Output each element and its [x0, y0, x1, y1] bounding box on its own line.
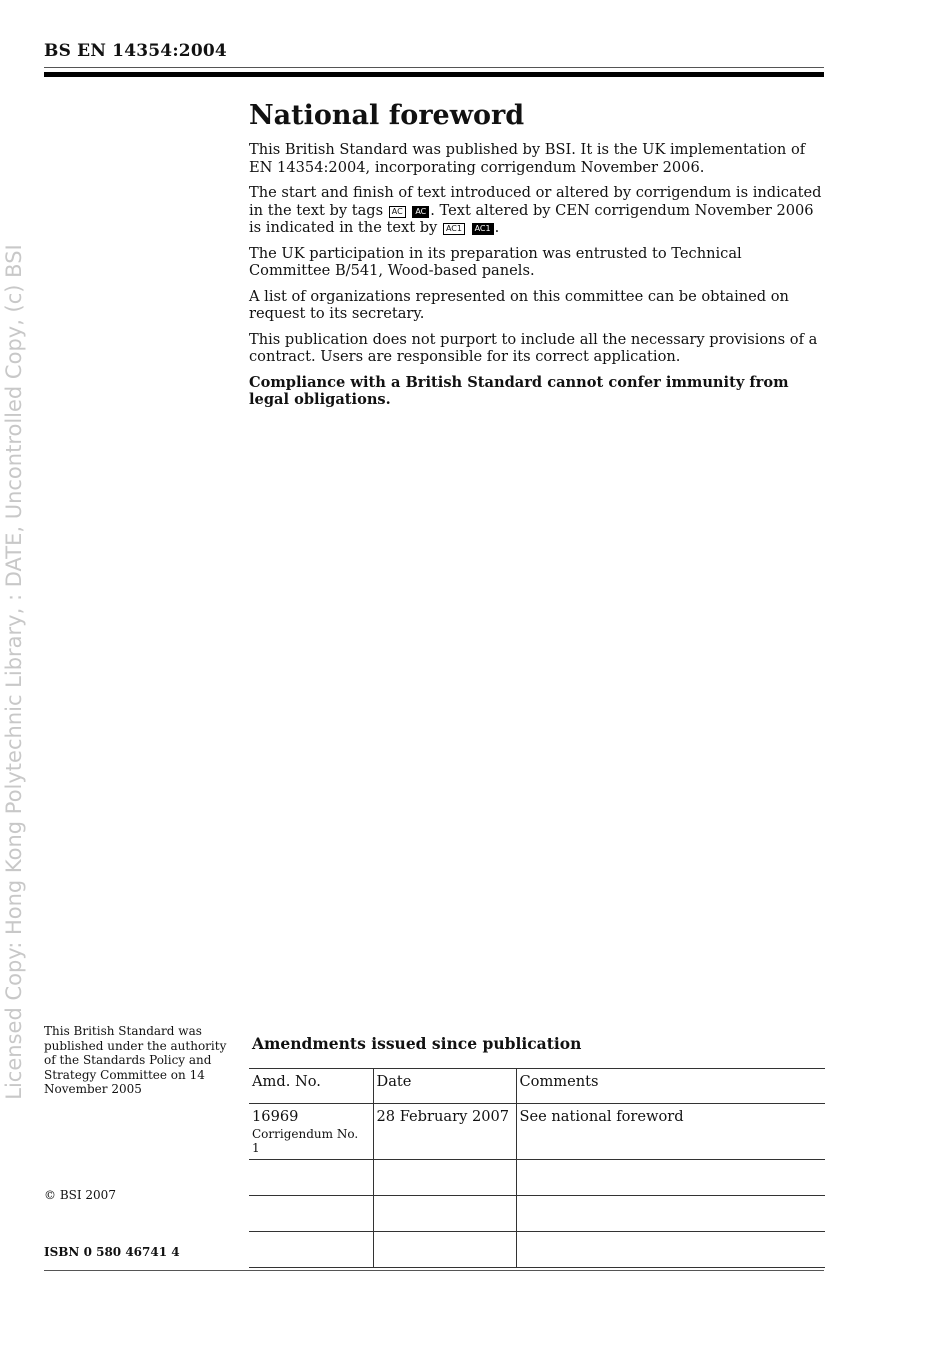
- paragraph-secretary: A list of organizations represented on this committee can be obtained on request to its secretary.: [249, 287, 789, 322]
- column-header-comments: Comments: [516, 1069, 825, 1104]
- footer-rule: [44, 1270, 824, 1271]
- corrigendum-text-2: . Text altered by CEN corrigendum November 2006 is indicated in the text by: [249, 201, 814, 236]
- paragraph-corrigendum: [249, 184, 824, 237]
- paragraph-publication: This British Standard was published by BSI. It is the UK implementation of EN 14354:2004, incorporating corrigendum November 2006.: [249, 141, 806, 176]
- ac1-close-tag-icon: AC1: [472, 223, 494, 235]
- amd-number: 16969: [252, 1108, 299, 1125]
- authority-note: This British Standard was published under the authority of the Standards Policy and Strategy Committee on 14 November 2005: [44, 1024, 227, 1096]
- paragraph-compliance: Compliance with a British Standard cannot confer immunity from legal obligations.: [249, 373, 789, 408]
- header-rule-thick: [44, 72, 824, 77]
- amendments-table: [249, 1068, 825, 1268]
- column-header-date: Date: [373, 1069, 516, 1104]
- paragraph-provisions: This publication does not purport to include all the necessary provisions of a contract. Users are responsible for its correct application.: [249, 330, 818, 365]
- ac-close-tag-icon: AC: [412, 206, 429, 218]
- copyright-note: © BSI 2007: [44, 1188, 116, 1202]
- table-row: [249, 1104, 825, 1160]
- corrigendum-text-3: .: [494, 219, 500, 236]
- national-foreword: [249, 100, 824, 417]
- table-row-empty: [249, 1160, 825, 1196]
- amd-number-cell: [249, 1104, 373, 1160]
- header-rule-thin: [44, 67, 824, 68]
- table-row-empty: [249, 1232, 825, 1268]
- ac1-open-tag-icon: AC1: [443, 223, 465, 235]
- table-header-row: [249, 1069, 825, 1104]
- corrigendum-text-1: The start and finish of text introduced or altered by corrigendum is indicated in the text by tags: [249, 184, 822, 219]
- amd-note: Corrigendum No. 1: [252, 1127, 359, 1155]
- document-id: BS EN 14354:2004: [44, 41, 227, 61]
- amendments-title: Amendments issued since publication: [252, 1034, 582, 1053]
- isbn-number: ISBN 0 580 46741 4: [44, 1245, 180, 1259]
- license-watermark: Licensed Copy: Hong Kong Polytechnic Library, : DATE, Uncontrolled Copy, (c) BSI: [2, 244, 26, 1100]
- paragraph-committee: The UK participation in its preparation was entrusted to Technical Committee B/541, Wood-based panels.: [249, 244, 742, 279]
- ac-open-tag-icon: AC: [389, 206, 406, 218]
- table-row-empty: [249, 1196, 825, 1232]
- page-title: National foreword: [249, 100, 525, 131]
- column-header-amd-no: Amd. No.: [249, 1069, 373, 1104]
- amd-date-cell: 28 February 2007: [373, 1104, 516, 1160]
- amd-comments-cell: See national foreword: [516, 1104, 825, 1160]
